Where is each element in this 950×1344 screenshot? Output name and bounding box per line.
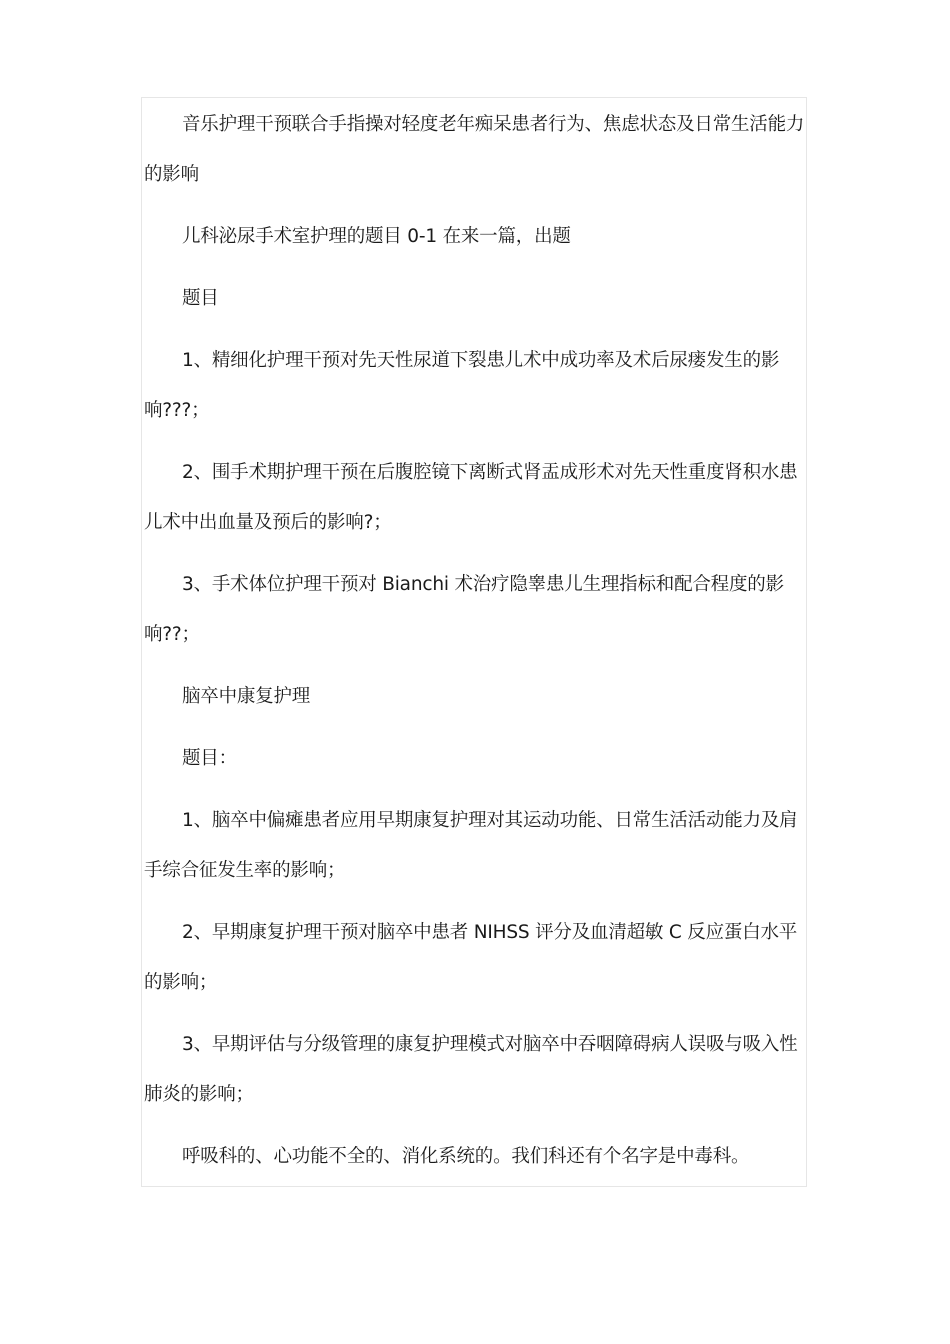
paragraph-topics-colon-heading: 题目： — [182, 748, 237, 769]
paragraph-music-therapy-title: 音乐护理干预联合手指操对轻度老年痴呆患者行为、焦虑状态及日常生活能力的影响 — [144, 114, 805, 185]
paragraph-topic-2: 2、围手术期护理干预在后腹腔镜下离断式肾盂成形术对先天性重度肾积水患儿术中出血量及预后的影响?； — [144, 462, 798, 533]
document-body — [144, 100, 806, 1194]
paragraph-topic-3: 3、手术体位护理干预对 Bianchi 术治疗隐睾患儿生理指标和配合程度的影响??； — [144, 574, 784, 645]
paragraph-stroke-topic-1: 1、脑卒中偏瘫患者应用早期康复护理对其运动功能、日常生活活动能力及肩手综合征发生率的影响； — [144, 810, 798, 881]
paragraph-closing-note: 呼吸科的、心功能不全的、消化系统的。我们科还有个名字是中毒科。 — [182, 1146, 750, 1167]
paragraph-stroke-topic-3: 3、早期评估与分级管理的康复护理模式对脑卒中吞咽障碍病人误吸与吸入性肺炎的影响； — [144, 1034, 798, 1105]
paragraph-stroke-rehab-heading: 脑卒中康复护理 — [182, 686, 311, 707]
paragraph-pediatric-urology: 儿科泌尿手术室护理的题目 0-1 在来一篇，出题 — [182, 226, 571, 247]
paragraph-topic-1: 1、精细化护理干预对先天性尿道下裂患儿术中成功率及术后尿瘘发生的影响???； — [144, 350, 780, 421]
paragraph-topics-heading: 题目 — [182, 288, 219, 309]
paragraph-stroke-topic-2: 2、早期康复护理干预对脑卒中患者 NIHSS 评分及血清超敏 C 反应蛋白水平的影响； — [144, 922, 798, 993]
